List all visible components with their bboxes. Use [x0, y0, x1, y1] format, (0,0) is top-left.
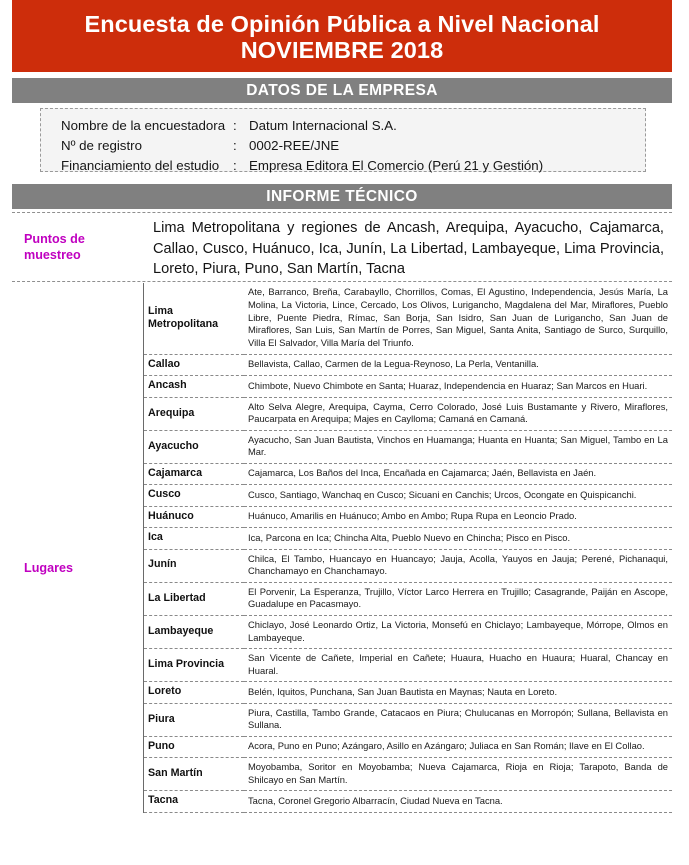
districts-cell: Bellavista, Callao, Carmen de la Legua-Reynoso, La Perla, Ventanilla.	[244, 354, 672, 375]
places-table	[144, 283, 672, 813]
table-row	[144, 283, 672, 354]
table-row	[144, 615, 672, 648]
company-field-value: 0002-REE/JNE	[249, 138, 340, 154]
places-section	[12, 283, 672, 813]
places-label: Lugares	[24, 561, 73, 575]
company-field-label: Nº de registro	[61, 138, 142, 154]
document-title-banner	[12, 0, 672, 72]
districts-cell: Ayacucho, San Juan Bautista, Vinchos en Huamanga; Huanta en Huanta; San Miguel, Tambo en La Mar.	[244, 430, 672, 463]
districts-cell: Chiclayo, José Leonardo Ortiz, La Victoria, Monsefú en Chiclayo; Lambayeque, Mórrope, Olmos en Lambayeque.	[244, 615, 672, 648]
table-row	[144, 791, 672, 812]
company-field-colon: :	[233, 158, 237, 174]
places-table-column	[143, 283, 672, 813]
region-name-cell: Lima Provincia	[144, 649, 244, 682]
region-name-cell: Callao	[144, 354, 244, 375]
region-name-cell: Arequipa	[144, 397, 244, 430]
table-row	[144, 703, 672, 736]
sampling-points-label-line-2: muestreo	[24, 248, 81, 263]
region-name-cell: Lambayeque	[144, 615, 244, 648]
districts-cell: Alto Selva Alegre, Arequipa, Cayma, Cerro Colorado, José Luis Bustamante y Rivero, Miraflores, Paucarpata en Arequipa; Majes en Caylloma; Camaná en Camaná.	[244, 397, 672, 430]
region-name-cell: Ayacucho	[144, 430, 244, 463]
districts-cell: Ate, Barranco, Breña, Carabayllo, Chorrillos, Comas, El Agustino, Independencia, Jesús María, La Molina, La Victoria, Lince, Cercado, Los Olivos, Lurigancho, Magdalena del Mar, Miraflores, Pueblo Libre, Puente Piedra, Rímac, San Borja, San Isidro, San Juan de Lurigancho, San Juan de Miraflores, San Luis, San Martín de Porres, San Miguel, Santa Anita, Santiago de Surco, Surquillo, Villa El Salvador, Villa María del Triunfo.	[244, 283, 672, 354]
page-title-line-1: Encuesta de Opinión Pública a Nivel Nacional	[84, 10, 600, 37]
sampling-points-text: Lima Metropolitana y regiones de Ancash, Arequipa, Ayacucho, Cajamarca, Callao, Cusco, Huánuco, Ica, Junín, La Libertad, Lambayeque, Lima Provincia, Loreto, Piura, Puno, San Martín, Tacna	[153, 220, 664, 278]
region-name-cell: Tacna	[144, 791, 244, 812]
table-row	[144, 397, 672, 430]
company-data-row	[61, 136, 645, 156]
table-row	[144, 506, 672, 527]
districts-cell: Acora, Puno en Puno; Azángaro, Asillo en Azángaro; Juliaca en San Román; Ilave en El Collao.	[244, 736, 672, 757]
region-name-cell: San Martín	[144, 758, 244, 791]
region-name-cell: Ancash	[144, 376, 244, 397]
table-row	[144, 736, 672, 757]
company-field-label: Financiamiento del estudio	[61, 158, 220, 174]
districts-cell: El Porvenir, La Esperanza, Trujillo, Víctor Larco Herrera en Trujillo; Casagrande, Paiján en Ascope, Guadalupe en Pacasmayo.	[244, 582, 672, 615]
section-header-company-data: DATOS DE LA EMPRESA	[12, 78, 672, 103]
districts-cell: Chilca, El Tambo, Huancayo en Huancayo; Jauja, Acolla, Yauyos en Jauja; Perené, Pichanaqui, Chanchamayo en Chanchamayo.	[244, 549, 672, 582]
region-name-cell: Junín	[144, 549, 244, 582]
districts-cell: San Vicente de Cañete, Imperial en Cañete; Huaura, Huacho en Huaura; Huaral, Chancay en Huaral.	[244, 649, 672, 682]
company-data-row	[61, 156, 645, 176]
region-name-cell: Ica	[144, 528, 244, 549]
sampling-points-row	[12, 212, 672, 282]
region-name-cell: Loreto	[144, 682, 244, 703]
section-header-technical-report: INFORME TÉCNICO	[12, 184, 672, 209]
places-label-column	[12, 283, 143, 813]
table-row	[144, 528, 672, 549]
districts-cell: Piura, Castilla, Tambo Grande, Catacaos en Piura; Chulucanas en Morropón; Sullana, Bellavista en Sullana.	[244, 703, 672, 736]
page-title-line-2: NOVIEMBRE 2018	[240, 37, 444, 63]
region-name-cell: Lima Metropolitana	[144, 283, 244, 354]
districts-cell: Ica, Parcona en Ica; Chincha Alta, Pueblo Nuevo en Chincha; Pisco en Pisco.	[244, 528, 672, 549]
districts-cell: Cusco, Santiago, Wanchaq en Cusco; Sicuani en Canchis; Urcos, Ocongate en Quispicanchi.	[244, 485, 672, 506]
districts-cell: Chimbote, Nuevo Chimbote en Santa; Huaraz, Independencia en Huaraz; San Marcos en Huari.	[244, 376, 672, 397]
table-row	[144, 649, 672, 682]
region-name-cell: Puno	[144, 736, 244, 757]
table-row	[144, 485, 672, 506]
districts-cell: Belén, Iquitos, Punchana, San Juan Bautista en Maynas; Nauta en Loreto.	[244, 682, 672, 703]
region-name-cell: Huánuco	[144, 506, 244, 527]
company-data-box	[40, 108, 646, 172]
company-field-value: Empresa Editora El Comercio (Perú 21 y Gestión)	[249, 158, 544, 174]
table-row	[144, 758, 672, 791]
districts-cell: Moyobamba, Soritor en Moyobamba; Nueva Cajamarca, Rioja en Rioja; Tarapoto, Banda de Shilcayo en San Martín.	[244, 758, 672, 791]
table-row	[144, 376, 672, 397]
company-data-row	[61, 116, 645, 136]
sampling-points-label	[12, 213, 143, 281]
company-field-label: Nombre de la encuestadora	[61, 118, 226, 133]
region-name-cell: Cajamarca	[144, 464, 244, 485]
region-name-cell: La Libertad	[144, 582, 244, 615]
company-field-value: Datum Internacional S.A.	[249, 118, 397, 133]
table-row	[144, 430, 672, 463]
districts-cell: Huánuco, Amarilis en Huánuco; Ambo en Ambo; Rupa Rupa en Leoncio Prado.	[244, 506, 672, 527]
districts-cell: Cajamarca, Los Baños del Inca, Encañada en Cajamarca; Jaén, Bellavista en Jaén.	[244, 464, 672, 485]
table-row	[144, 582, 672, 615]
table-row	[144, 549, 672, 582]
table-row	[144, 464, 672, 485]
region-name-cell: Cusco	[144, 485, 244, 506]
sampling-points-label-line-1: Puntos de	[24, 232, 85, 246]
table-row	[144, 354, 672, 375]
table-row	[144, 682, 672, 703]
region-name-cell: Piura	[144, 703, 244, 736]
company-field-colon: :	[233, 118, 237, 133]
company-field-colon: :	[233, 138, 237, 154]
districts-cell: Tacna, Coronel Gregorio Albarracín, Ciudad Nueva en Tacna.	[244, 791, 672, 812]
